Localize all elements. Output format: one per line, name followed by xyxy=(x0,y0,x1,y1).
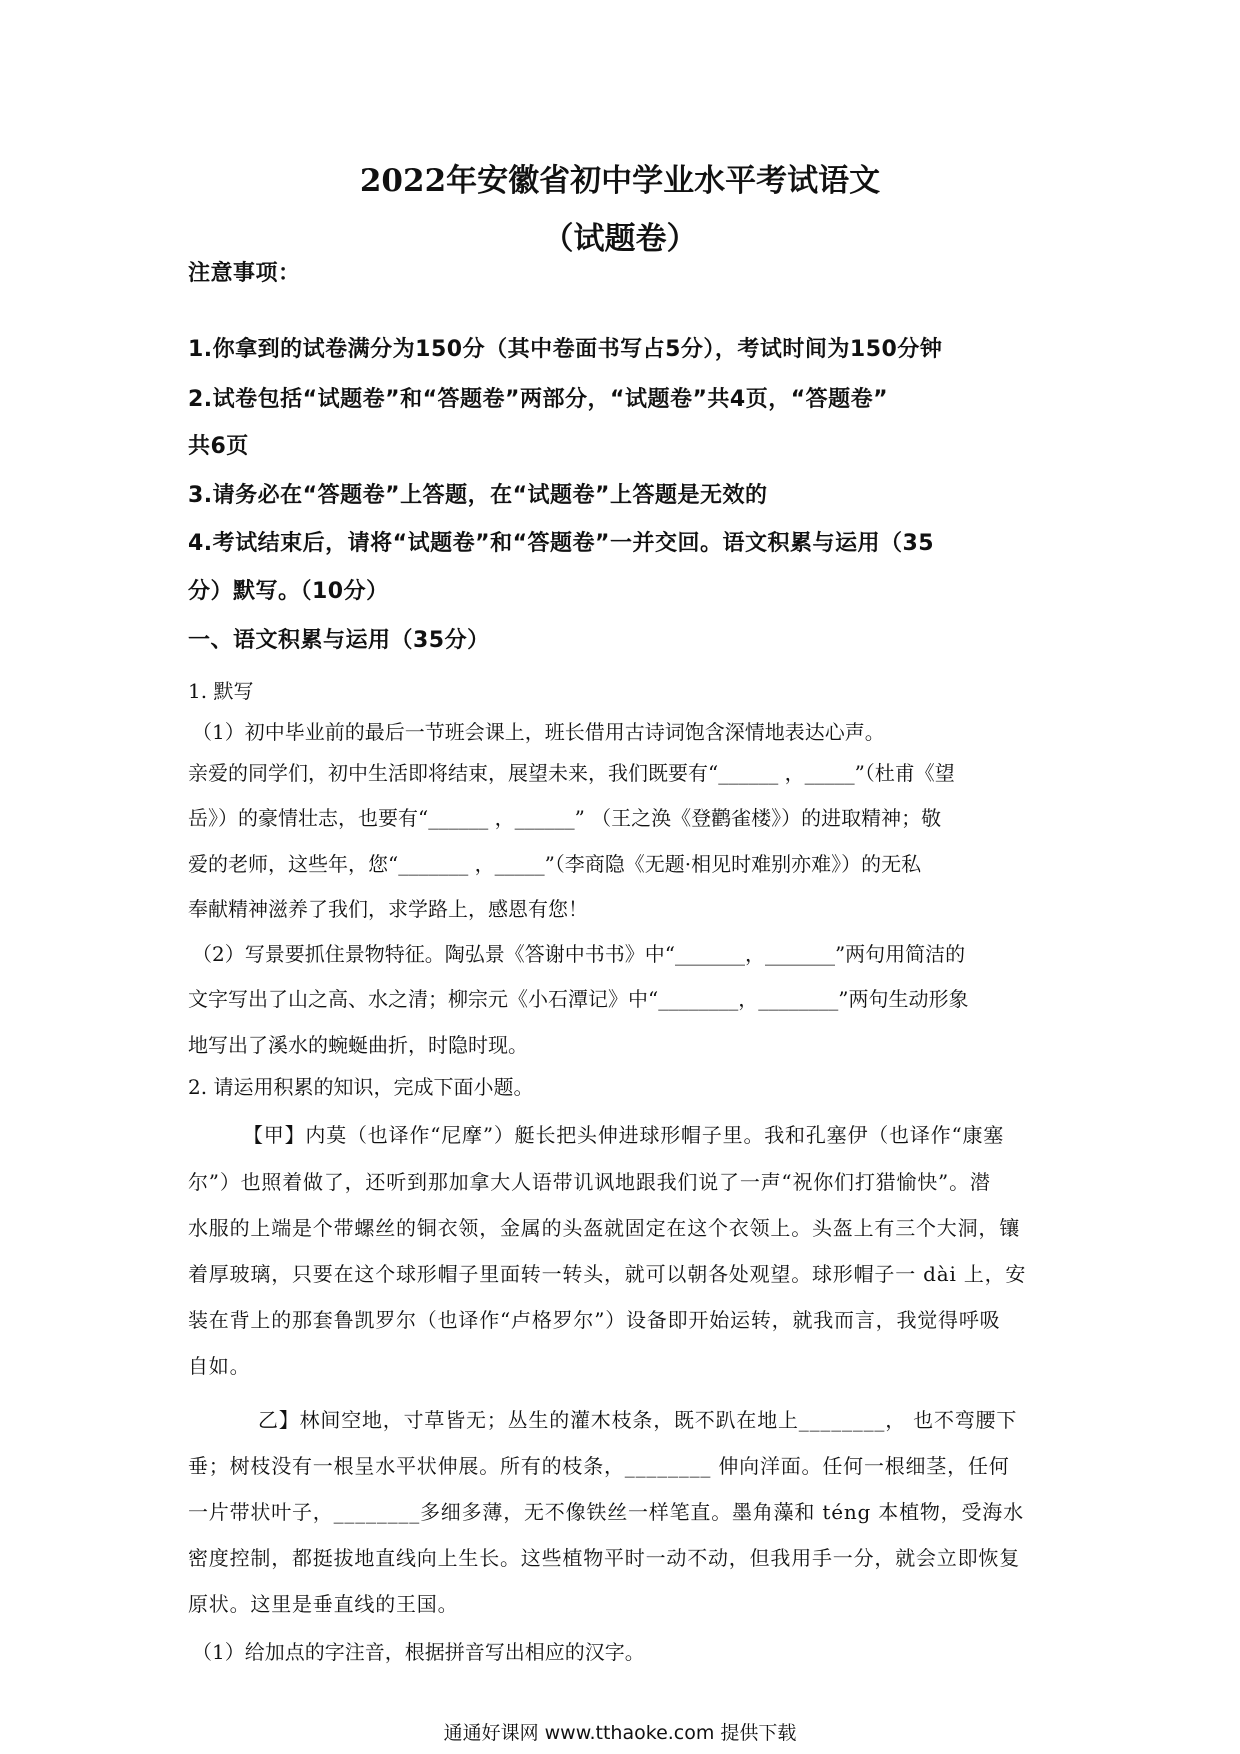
question-title: 1. 默写 xyxy=(188,679,254,703)
passage-jia-line: 自如。 xyxy=(188,1354,251,1378)
exam-subtitle: （试题卷） xyxy=(542,221,698,257)
passage-yi-line: 乙】林间空地，寸草皆无；丛生的灌木枝条，既不趴在地上________， 也不弯腰下 xyxy=(258,1408,1018,1432)
sub-question: （1）给加点的字注音，根据拼音写出相应的汉字。 xyxy=(192,1640,645,1664)
page-footer: 通通好课网 www.tthaoke.com 提供下载 xyxy=(443,1722,797,1744)
passage-jia-line: 着厚玻璃，只要在这个球形帽子里面转一转头，就可以朝各处观望。球形帽子一 dài 上，安 xyxy=(188,1262,1027,1286)
exam-title: 2022年安徽省初中学业水平考试语文 xyxy=(359,163,881,199)
passage-yi-line: 密度控制，都挺拔地直线向上生长。这些植物平时一动不动，但我用手一分，就会立即恢复 xyxy=(188,1546,1020,1570)
passage-jia-line: 水服的上端是个带螺丝的铜衣领，金属的头盔就固定在这个衣领上。头盔上有三个大洞，镶 xyxy=(188,1216,1020,1240)
passage-yi-line: 一片带状叶子，________多细多薄，无不像铁丝一样笔直。墨角藻和 téng 本植物，受海水 xyxy=(188,1500,1024,1524)
question-text: 岳》）的豪情壮志，也要有“______ ，______” （王之涣《登鹳雀楼》）的进取精神；敬 xyxy=(188,806,942,830)
question-title: 2. 请运用积累的知识，完成下面小题。 xyxy=(188,1075,534,1099)
notice-line: 分）默写。（10分） xyxy=(188,579,389,604)
question-text: 奉献精神滋养了我们，求学路上，感恩有您！ xyxy=(188,897,588,921)
notice-line: 共6页 xyxy=(188,434,249,459)
passage-yi-line: 原状。这里是垂直线的王国。 xyxy=(188,1592,459,1616)
question-text: （2）写景要抓住景物特征。陶弘景《答谢中书书》中“_______，_______”两句用简洁的 xyxy=(192,942,966,966)
passage-jia-line: 装在背上的那套鲁凯罗尔（也译作“卢格罗尔”）设备即开始运转，就我而言，我觉得呼吸 xyxy=(188,1308,1001,1332)
section-heading: 一、语文积累与运用（35分） xyxy=(188,628,490,653)
question-text: （1）初中毕业前的最后一节班会课上，班长借用古诗词饱含深情地表达心声。 xyxy=(192,720,885,744)
question-text: 亲爱的同学们，初中生活即将结束，展望未来，我们既要有“______ ，_____”（杜甫《望 xyxy=(188,761,955,785)
passage-jia-line: 尔”）也照着做了，还听到那加拿大人语带讥讽地跟我们说了一声“祝你们打猎愉快”。潜 xyxy=(188,1170,991,1194)
notice-line: 1.你拿到的试卷满分为150分（其中卷面书写占5分），考试时间为150分钟 xyxy=(188,337,943,362)
passage-yi-line: 垂；树枝没有一根呈水平状伸展。所有的枝条，________ 伸向洋面。任何一根细茎，任何 xyxy=(188,1454,1010,1478)
notice-line: 4.考试结束后，请将“试题卷”和“答题卷”一并交回。语文积累与运用（35 xyxy=(188,531,935,556)
notice-heading: 注意事项： xyxy=(188,261,301,286)
notice-line: 2.试卷包括“试题卷”和“答题卷”两部分，“试题卷”共4页，“答题卷” xyxy=(188,387,889,412)
question-text: 爱的老师，这些年，您“_______ ，_____”（李商隐《无题·相见时难别亦难》）的无私 xyxy=(188,852,922,876)
passage-jia-line: 【甲】内莫（也译作“尼摩”）艇长把头伸进球形帽子里。我和孔塞伊（也译作“康塞 xyxy=(243,1123,1005,1147)
question-text: 地写出了溪水的蜿蜒曲折，时隐时现。 xyxy=(188,1033,528,1057)
question-text: 文字写出了山之高、水之清；柳宗元《小石潭记》中“________，________”两句生动形象 xyxy=(188,987,969,1011)
notice-line: 3.请务必在“答题卷”上答题，在“试题卷”上答题是无效的 xyxy=(188,483,768,508)
